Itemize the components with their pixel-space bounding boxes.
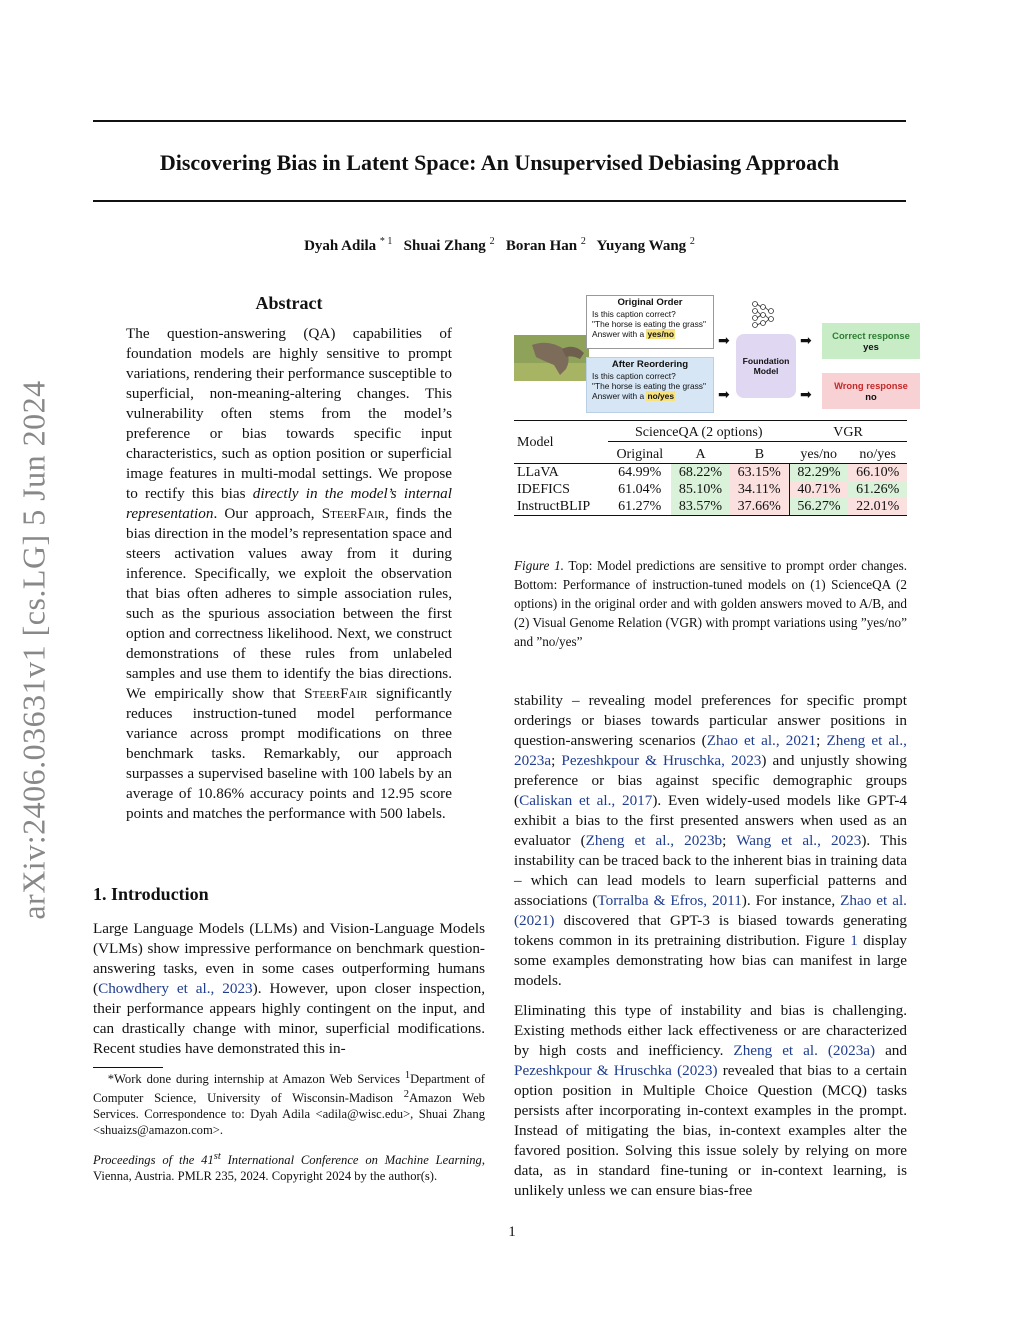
author-name: Shuai Zhang [403, 238, 486, 254]
figure-caption: Figure 1. Top: Model predictions are sensitive to prompt order changes. Bottom: Performance of instruction-tuned models on (1) ScienceQA (2 options) in the original order and with golden answers moved to A/B, and (2) Visual Genome Relation (VGR) with prompt variations using ”yes/no” and ”no/yes” [514, 558, 907, 649]
correct-response-box: Correct response yes [822, 323, 920, 359]
body-paragraph: Eliminating this type of instability and bias is challenging. Existing methods either lack effectiveness or are characterized by high costs and inefficiency. Zheng et al. (2023a) and Pezeshkpour & Hruschka (2023) revealed that bias to a certain option position in Multiple Choice Question (MCQ) tasks persists after incorporating in-context examples in the prompt. Instead of mitigating the bias, in-context examples alter the favored position. Solving this issue solely by relying on more data, as in standard fine-tuning or in-context learning, is unlikely unless we can ensure bias-free [514, 1002, 907, 1199]
table-subheader: Original [608, 442, 671, 464]
footnote: *Work done during internship at Amazon Web Services $^1$Department of Computer Science, University of Wisconsin-Madison $^2$Amazon Web Services. Correspondence to: Dyah Adila <adila@wisc.edu>, Shuai Zhang <shuaizs@amazon.com>. [93, 1070, 485, 1138]
table-subheader: B [730, 442, 789, 464]
figure-1-diagram [514, 295, 924, 415]
table-row: InstructBLIP 61.27% 83.57% 37.66% 56.27% 22.01% [514, 498, 907, 516]
abstract-heading: Abstract [255, 293, 323, 313]
table-row: LLaVA 64.99% 68.22% 63.15% 82.29% 66.10% [514, 464, 907, 482]
citation-link[interactable]: Pezeshkpour & Hruschka, 2023 [561, 752, 762, 769]
original-order-box: Original Order Is this caption correct? "The horse is eating the grass" Answer with a yes/no [586, 295, 714, 349]
arxiv-stamp: arXiv:2406.03631v1 [cs.LG] 5 Jun 2024 [15, 380, 52, 920]
arrow-icon: ➡ [718, 332, 730, 348]
table-header-model: Model [517, 434, 554, 450]
figure-link[interactable]: 1 [850, 932, 858, 949]
citation-link[interactable]: Torralba & Efros, 2011 [597, 892, 742, 909]
citation-link[interactable]: Caliskan et al., 2017 [519, 792, 653, 809]
arrow-icon: ➡ [800, 386, 812, 402]
arrow-icon: ➡ [718, 386, 730, 402]
table-subheader: A [671, 442, 730, 464]
abstract-body: The question-answering (QA) capabilities of foundation models are highly sensitive to prompt variations, rendering their performance susceptible to superficial, non-meaning-altering changes. This vulnerability often stems from the model’s preference or bias towards specific input characteristics, such as option position or superficial image features in multi-modal settings. We propose to rectify this bias directly in the model’s internal representation. Our approach, SteerFair, finds the bias direction in the model’s representation space and steers activation values away from it during inference. Specifically, we exploit the observation that bias often adheres to simple association rules, such as the spurious association between the first option and correctness likelihood. Next, we construct demonstrations of these rules from unlabeled samples and use them to identify the bias directions. We empirically show that SteerFair significantly reduces instruction-tuned model performance variance across prompt modifications on three benchmark tasks. Remarkably, our approach surpasses a supervised baseline with 100 labels by an average of 10.86% accuracy points and 12.95 score points and matches the performance with 500 labels. [126, 325, 452, 822]
author-name: Dyah Adila [304, 238, 377, 254]
table-header-group: ScienceQA (2 options) [634, 425, 763, 440]
paper-title: Discovering Bias in Latent Space: An Unsupervised Debiasing Approach [159, 150, 840, 175]
table-subheader: no/yes [848, 442, 907, 464]
intro-paragraph: Large Language Models (LLMs) and Vision-Language Models (VLMs) show impressive performance on benchmark question-answering tasks, even in some cases outperforming humans (Chowdhery et al., 2023). However, upon closer inspection, their performance appears highly contingent on the input, and can drastically change with minor, superficial modifications. Recent studies have demonstrated this in- [93, 920, 485, 1057]
after-reordering-box: After Reordering Is this caption correct? "The horse is eating the grass" Answer with a no/yes [586, 357, 714, 413]
table-subheader: yes/no [789, 442, 848, 464]
horse-image [514, 335, 589, 381]
neural-net-icon [750, 299, 776, 333]
page-number: 1 [508, 1224, 516, 1240]
citation-link[interactable]: Zhao et al. (2021) [514, 892, 907, 929]
top-rule [93, 120, 906, 122]
arrow-icon: ➡ [800, 332, 812, 348]
citation-link[interactable]: Chowdhery et al., 2023 [98, 980, 253, 997]
author-list: Dyah Adila $^{* 1}$ Shuai Zhang $^2$ Boran Han $^2$ Yuyang Wang $^2$ [304, 236, 695, 254]
proceedings-note: Proceedings of the 41st International Conference on Machine Learning, Vienna, Austria. PMLR 235, 2024. Copyright 2024 by the author(s). [93, 1151, 485, 1184]
wrong-response-box: Wrong response no [822, 373, 920, 409]
citation-link[interactable]: Pezeshkpour & Hruschka (2023) [514, 1062, 718, 1079]
section-heading-introduction: 1. Introduction [93, 884, 209, 904]
citation-link[interactable]: Zhao et al., 2021 [706, 732, 817, 749]
foundation-model-box: Foundation Model [736, 334, 796, 398]
arxiv-sidebar [14, 370, 54, 930]
citation-link[interactable]: Zheng et al., 2023a [514, 732, 907, 769]
citation-link[interactable]: Zheng et al. (2023a) [733, 1042, 876, 1059]
title-bottom-rule [93, 200, 906, 202]
author-name: Boran Han [505, 238, 578, 254]
table-header-group: VGR [833, 425, 863, 440]
results-table [514, 420, 907, 516]
author-name: Yuyang Wang [596, 238, 687, 254]
body-paragraph: stability – revealing model preferences for specific prompt orderings or biases towards particular answer positions in question-answering scenarios (Zhao et al., 2021; Zheng et al., 2023a; Pezeshkpour & Hruschka, 2023) and unjustly showing preference or bias against specific demographic groups (Caliskan et al., 2017). Even widely-used models like GPT-4 exhibit a bias to the first presented answers when used as an evaluator (Zheng et al., 2023b; Wang et al., 2023). This instability can be traced back to the inherent bias in training data – which can lead models to learn superficial patterns and associations (Torralba & Efros, 2011). For instance, Zhao et al. (2021) discovered that GPT-3 is biased towards generating tokens common in its pretraining distribution. Figure 1 display some examples demonstrating how bias can manifest in large models. [514, 692, 908, 989]
table-row: IDEFICS 61.04% 85.10% 34.11% 40.71% 61.26% [514, 481, 907, 498]
citation-link[interactable]: Zheng et al., 2023b [585, 832, 723, 849]
citation-link[interactable]: Wang et al., 2023 [736, 832, 862, 849]
